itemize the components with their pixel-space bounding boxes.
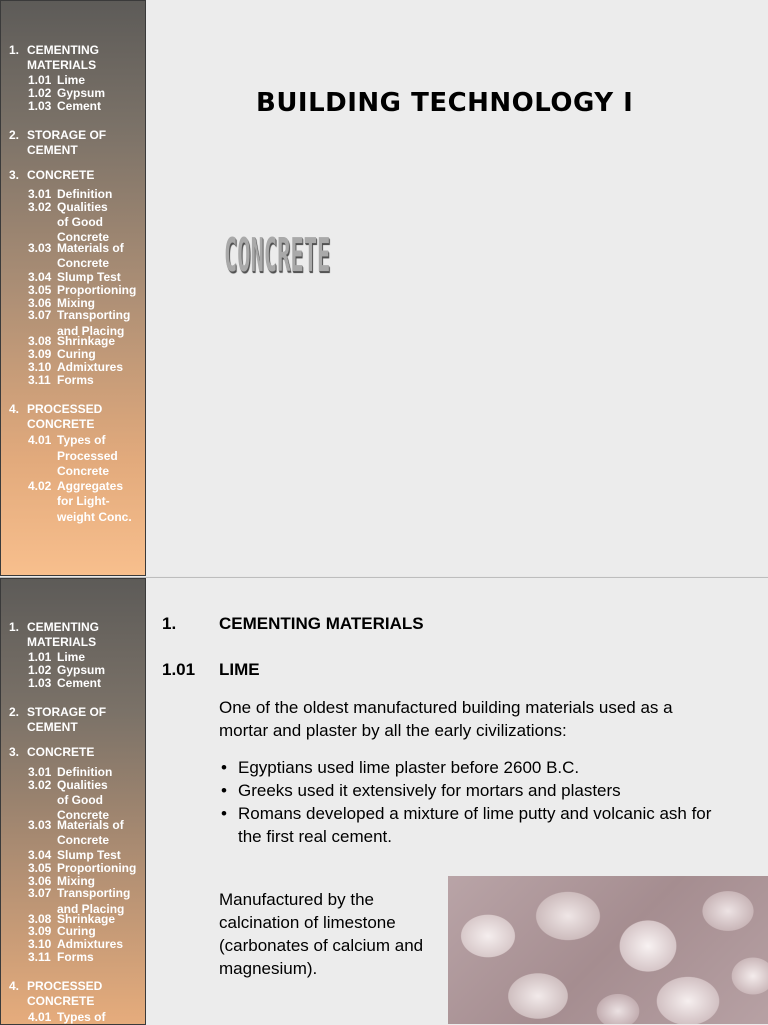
nav-item-label: Shrinkage [57, 912, 116, 926]
bullet-icon: • [221, 804, 227, 823]
nav-item-label: Admixtures [57, 937, 124, 951]
nav-item-label: Curing [57, 347, 96, 361]
nav-section-label: CONCRETE [27, 417, 95, 431]
section-heading: CEMENTING MATERIALS [219, 614, 424, 633]
nav-item-label: Curing [57, 924, 96, 938]
section-number: 1. [162, 614, 177, 633]
nav-item-label: Proportioning [57, 283, 137, 297]
nav-item-label: for Light- [57, 494, 110, 508]
nav-item-label: Mixing [57, 874, 95, 888]
subsection-number: 1.01 [162, 660, 196, 679]
nav-item-label: Forms [57, 950, 94, 964]
nav-item-label: Types of [57, 433, 106, 447]
nav-item-number: 3.06 [28, 874, 52, 888]
nav-item-label: Gypsum [57, 663, 106, 677]
nav-item-number: 3.05 [28, 283, 52, 297]
nav-section-number: 1. [9, 620, 20, 634]
nav-item-number: 3.05 [28, 861, 52, 875]
nav-item-label: Types of [57, 1010, 106, 1024]
nav-item-label: Processed [57, 449, 118, 463]
nav-item-number: 3.02 [28, 778, 52, 792]
subsection-heading: LIME [219, 660, 260, 679]
nav-item-label: and Placing [57, 902, 125, 916]
nav-section-label: MATERIALS [27, 635, 97, 649]
nav-item-number: 1.02 [28, 663, 52, 677]
nav-item-label: Lime [57, 73, 86, 87]
nav-section-label: PROCESSED [27, 402, 103, 416]
nav-item-label: Concrete [57, 833, 110, 847]
nav-item-label: Cement [57, 676, 102, 690]
intro-paragraph: One of the oldest manufactured building materials used as a mortar and plaster by all the early civilizations: [219, 698, 673, 740]
nav-item-number: 1.01 [28, 650, 52, 664]
nav-section-number: 3. [9, 168, 20, 182]
nav-item-number: 3.03 [28, 241, 52, 255]
nav-item-label: Concrete [57, 256, 110, 270]
nav-section-label: CEMENTING [27, 620, 99, 634]
nav-item-number: 3.01 [28, 765, 52, 779]
nav-item-number: 3.10 [28, 360, 52, 374]
nav-item-label: Concrete [57, 230, 110, 244]
nav-item-number: 3.02 [28, 200, 52, 214]
nav-item-label: Materials of [57, 818, 124, 832]
nav-section-label: CEMENT [27, 720, 78, 734]
list-item [221, 779, 728, 802]
nav-section-label: STORAGE OF [27, 128, 107, 142]
nav-section-label: CEMENTING [27, 43, 99, 57]
nav-item-label: Shrinkage [57, 334, 116, 348]
nav-section-number: 2. [9, 705, 20, 719]
nav-item-number: 3.04 [28, 848, 52, 862]
nav-section-label: CEMENT [27, 143, 78, 157]
nav-item-number: 3.01 [28, 187, 52, 201]
nav-item-number: 1.03 [28, 676, 52, 690]
nav-section-number: 4. [9, 979, 20, 993]
nav-item-label: Definition [57, 187, 113, 201]
nav-item-label: Materials of [57, 241, 124, 255]
nav-item-label: Transporting [57, 886, 131, 900]
nav-item-number: 3.08 [28, 912, 52, 926]
nav-item-label: Cement [57, 99, 102, 113]
bullet-text: Egyptians used lime plaster before 2600 B.C. [238, 758, 580, 777]
sidebar-nav [0, 0, 146, 576]
nav-item-number: 3.09 [28, 347, 52, 361]
nav-item-label: Mixing [57, 296, 95, 310]
nav-item-label: Qualities [57, 778, 108, 792]
nav-item-number: 3.06 [28, 296, 52, 310]
sidebar-nav [0, 578, 146, 1025]
bullet-icon: • [221, 758, 227, 777]
list-item [221, 756, 728, 779]
nav-item-number: 3.03 [28, 818, 52, 832]
nav-item-number: 3.04 [28, 270, 52, 284]
nav-item-number: 4.01 [28, 1010, 52, 1024]
nav-item-label: Proportioning [57, 861, 137, 875]
nav-item-number: 1.03 [28, 99, 52, 113]
nav-section-label: STORAGE OF [27, 705, 107, 719]
nav-item-label: Concrete [57, 808, 110, 822]
nav-section-label: MATERIALS [27, 58, 97, 72]
nav-section-label: CONCRETE [27, 994, 95, 1008]
nav-item-number: 3.11 [28, 373, 51, 387]
nav-item-number: 3.07 [28, 308, 52, 322]
nav-section-label: PROCESSED [27, 979, 103, 993]
nav-item-number: 1.02 [28, 86, 52, 100]
nav-item-label: Admixtures [57, 360, 124, 374]
nav-item-label: Gypsum [57, 86, 106, 100]
nav-section-number: 4. [9, 402, 20, 416]
nav-item-label: Slump Test [57, 848, 121, 862]
nav-item-number: 4.02 [28, 479, 52, 493]
nav-item-number: 1.01 [28, 73, 52, 87]
page-title: BUILDING TECHNOLOGY I [256, 88, 634, 118]
nav-item-label: Transporting [57, 308, 131, 322]
bullet-text: Greeks used it extensively for mortars and plasters [238, 781, 621, 800]
nav-item-number: 3.10 [28, 937, 52, 951]
nav-item-number: 3.11 [28, 950, 51, 964]
nav-item-label: of Good [57, 793, 103, 807]
nav-item-label: Aggregates [57, 479, 124, 493]
nav-item-label: Qualities [57, 200, 108, 214]
nav-section-number: 1. [9, 43, 20, 57]
nav-item-label: Lime [57, 650, 86, 664]
caption-paragraph: Manufactured by the calcination of limestone (carbonates of calcium and magnesium). [219, 890, 424, 978]
nav-item-label: Forms [57, 373, 94, 387]
nav-item-label: weight Conc. [57, 510, 132, 524]
lime-rocks-image [448, 876, 768, 1024]
bullet-list [221, 756, 728, 848]
list-item [221, 802, 728, 848]
nav-item-label: Concrete [57, 464, 110, 478]
nav-item-number: 4.01 [28, 433, 52, 447]
nav-item-number: 3.08 [28, 334, 52, 348]
nav-item-number: 3.09 [28, 924, 52, 938]
nav-item-label: of Good [57, 215, 103, 229]
bullet-icon: • [221, 781, 227, 800]
nav-section-label: CONCRETE [27, 168, 95, 182]
bullet-text: Romans developed a mixture of lime putty and volcanic ash for the first real cement. [238, 804, 712, 846]
nav-item-label: Slump Test [57, 270, 121, 284]
nav-item-label: and Placing [57, 324, 125, 338]
concrete-wordart: CONCRETE [224, 228, 331, 282]
nav-section-label: CONCRETE [27, 745, 95, 759]
nav-item-label: Definition [57, 765, 113, 779]
nav-section-number: 2. [9, 128, 20, 142]
nav-section-number: 3. [9, 745, 20, 759]
nav-item-number: 3.07 [28, 886, 52, 900]
